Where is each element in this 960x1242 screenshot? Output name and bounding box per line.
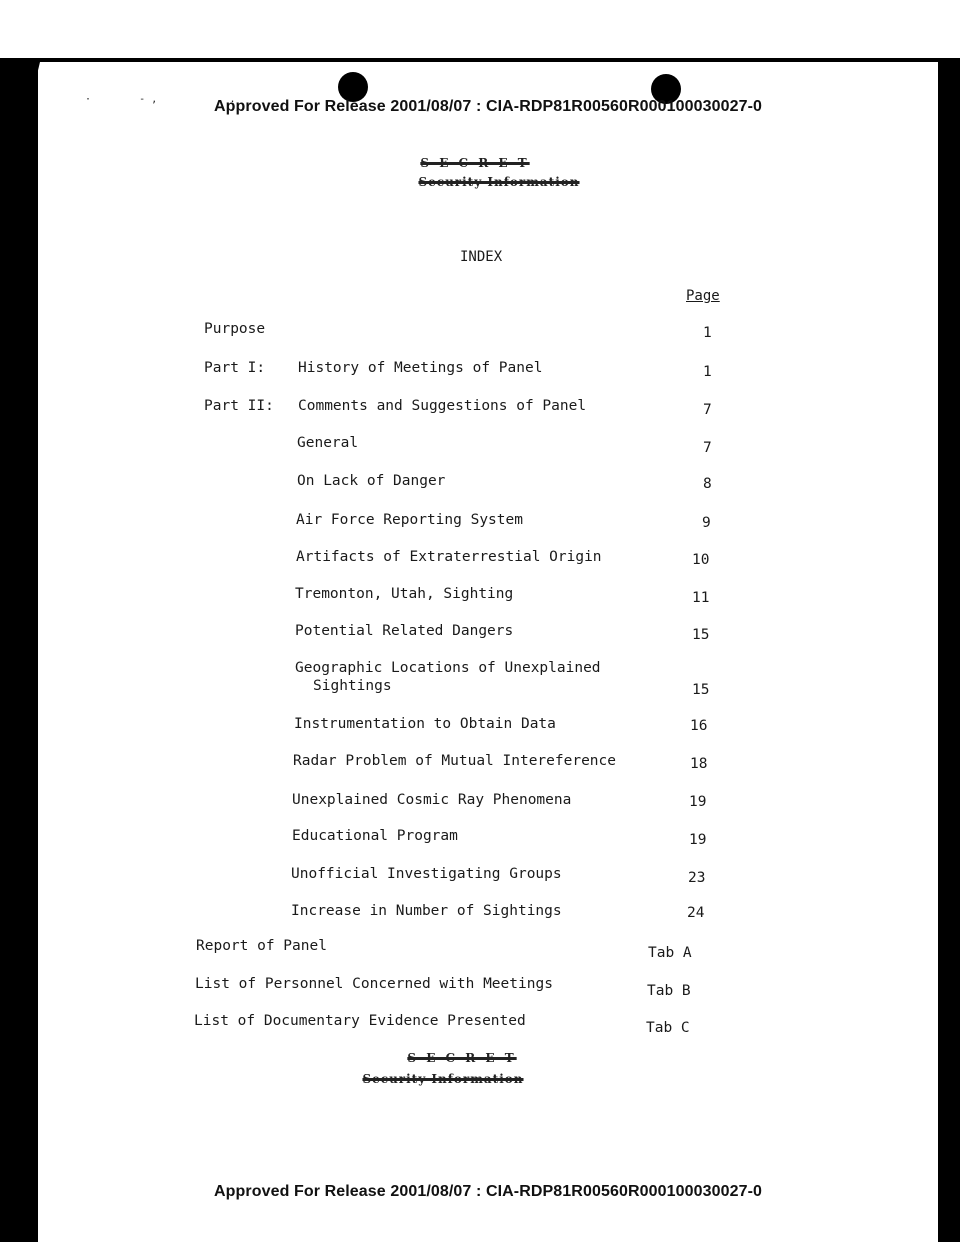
entry-label: Part II: — [204, 398, 274, 414]
entry-page: 18 — [690, 756, 708, 772]
entry-text: Tremonton, Utah, Sighting — [295, 586, 514, 602]
entry-page: 19 — [689, 832, 707, 848]
entry-label: List of Documentary Evidence Presented — [194, 1013, 526, 1029]
entry-text: Instrumentation to Obtain Data — [294, 716, 556, 732]
entry-page: Tab B — [647, 983, 691, 999]
release-footer: Approved For Release 2001/08/07 : CIA-RDP81R00560R000100030027-0 — [213, 1183, 763, 1200]
classification-top-line2: Security Information — [418, 175, 580, 189]
entry-page: 9 — [702, 515, 711, 531]
entry-page: 1 — [703, 325, 712, 341]
entry-label: Report of Panel — [196, 938, 327, 954]
entry-label: List of Personnel Concerned with Meetings — [195, 976, 553, 992]
entry-text: Air Force Reporting System — [296, 512, 523, 528]
entry-page: 24 — [687, 905, 705, 921]
entry-label: Part I: — [204, 360, 266, 376]
document-title: INDEX — [460, 249, 503, 265]
entry-text: Unofficial Investigating Groups — [291, 866, 562, 882]
entry-page: 15 — [692, 627, 710, 643]
entry-page: 8 — [703, 476, 712, 492]
entry-page: 16 — [690, 718, 708, 734]
entry-page: 7 — [703, 440, 712, 456]
scan-specks: · - , . — [85, 94, 236, 105]
release-header: Approved For Release 2001/08/07 : CIA-RDP81R00560R000100030027-0 — [213, 98, 763, 115]
entry-text-continued: Sightings — [313, 678, 392, 694]
entry-text: Increase in Number of Sightings — [291, 903, 562, 919]
entry-text: Unexplained Cosmic Ray Phenomena — [292, 792, 572, 808]
entry-page: Tab A — [648, 945, 692, 961]
entry-page: 15 — [692, 682, 710, 698]
classification-top-line1: S E C R E T — [420, 156, 530, 170]
entry-text: Educational Program — [292, 828, 458, 844]
classification-bottom-line1: S E C R E T — [407, 1051, 517, 1065]
page-column-header: Page — [686, 288, 720, 304]
entry-text: General — [297, 435, 359, 451]
entry-page: 11 — [692, 590, 710, 606]
entry-page: 7 — [703, 402, 712, 418]
entry-text: History of Meetings of Panel — [298, 360, 543, 376]
entry-page: 10 — [692, 552, 710, 568]
scan-border-top — [0, 58, 960, 62]
entry-page: Tab C — [646, 1020, 690, 1036]
entry-text: Radar Problem of Mutual Intereference — [293, 753, 617, 769]
entry-text: Potential Related Dangers — [295, 623, 514, 639]
entry-page: 19 — [689, 794, 707, 810]
entry-page: 1 — [703, 364, 712, 380]
entry-text: On Lack of Danger — [297, 473, 446, 489]
entry-text: Comments and Suggestions of Panel — [298, 398, 587, 414]
entry-page: 23 — [688, 870, 706, 886]
entry-text: Geographic Locations of Unexplained — [295, 660, 601, 676]
classification-bottom-line2: Security Information — [362, 1072, 524, 1086]
scan-margin — [0, 0, 960, 58]
entry-text: Artifacts of Extraterrestial Origin — [296, 549, 602, 565]
entry-label: Purpose — [204, 321, 266, 337]
